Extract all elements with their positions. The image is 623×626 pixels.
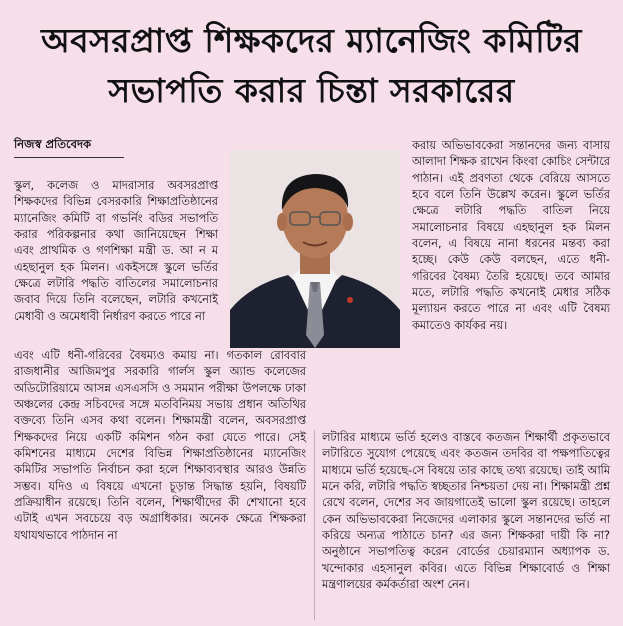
article-column-right-top — [412, 138, 610, 334]
article-column-left-bottom — [14, 348, 306, 544]
column-divider — [314, 430, 315, 620]
headline-line-2: সভাপতি করার চিন্তা সরকারের — [108, 71, 515, 110]
minister-photo — [230, 150, 400, 348]
article-paragraph: করায় অভিভাবকেরা সন্তানদের জন্য বাসায় আলাদা শিক্ষক রাখেন কিংবা কোচিং সেন্টারে পাঠান। এই প্রবণতা থেকে বেরিয়ে আসতে হবে বলে তিনি উল্লেখ করেন। স্কুলে ভর্তির ক্ষেত্রে লটারি পদ্ধতি বাতিল নিয়ে সমালোচনার বিষয়ে এহছানুল হক মিলন বলেন, এ বিষয়ে নানা ধরনের মন্তব্য করা হচ্ছে। কেউ কেউ বলছেন, এতে ধনী-গরিবের বৈষম্য তৈরি হয়েছে। তবে আমার মতে, লটারি পদ্ধতি কখনোই মেধার সঠিক মূল্যায়ন করতে পারে না এবং এটি বৈষম্য কমাতেও কার্যকর নয়। — [412, 139, 610, 332]
headline — [0, 0, 623, 132]
article-paragraph: লটারির মাধ্যমে ভর্তি হলেও বাস্তবে কতজন শিক্ষার্থী প্রকৃতভাবে লটারিতে সুযোগ পেয়েছে এবং কতজন তদবির বা পক্ষপাতিত্বের মাধ্যমে ভর্তি হয়েছে-সে বিষয়ে তার কাছে তথ্য রয়েছে। তাই আমি মনে করি, লটারি পদ্ধতি স্বচ্ছতার নিশ্চয়তা দেয় না। শিক্ষামন্ত্রী প্রশ্ন রেখে বলেন, দেশের সব জায়গাতেই ভালো স্কুল রয়েছে। তাহলে কেন অভিভাবকেরা নিজেদের এলাকার স্কুলে সন্তানদের ভর্তি না করিয়ে অন্যত্র পাঠাতে চান? এর জন্য শিক্ষকরা দায়ী কি না? অনুষ্ঠানে সভাপতিত্ব করেন বোর্ডের চেয়ারম্যান অধ্যাপক ড. খন্দোকার এহসানুল কবির। এতে বিভিন্ন শিক্ষাবোর্ড ও শিক্ষা মন্ত্রণালয়ের কর্মকর্তারা অংশ নেন। — [322, 431, 610, 592]
article-paragraph: স্কুল, কলেজ ও মাদরাসার অবসরপ্রাপ্ত শিক্ষকদের বিভিন্ন বেসরকারি শিক্ষাপ্রতিষ্ঠানের ম্যানেজিং কমিটি বা গভর্নিং বডির সভাপতি করার পরিকল্পনার কথা জানিয়েছেন শিক্ষা এবং প্রাথমিক ও গণশিক্ষা মন্ত্রী ড. আ ন ম এহছানুল হক মিলন। একইসঙ্গে স্কুলে ভর্তির ক্ষেত্রে লটারি পদ্ধতি বাতিলের সমালোচনার জবাব দিয়ে তিনি বলেছেন, লটারি কখনোই মেধাবী ও অমেধাবী নির্ধারণ করতে পারে না — [14, 179, 218, 323]
article-column-left-top — [14, 178, 218, 325]
person-portrait-image — [230, 150, 400, 348]
article-column-right-bottom — [322, 430, 610, 593]
headline-line-1: অবসরপ্রাপ্ত শিক্ষকদের ম্যানেজিং কমিটির — [41, 21, 582, 60]
article-paragraph: এবং এটি ধনী-গরিবের বৈষম্যও কমায় না। গতকাল রোববার রাজধানীর আজিমপুর সরকারি গার্লস স্কুল অ্যান্ড কলেজের অডিটোরিয়ামে আসন্ন এসএসসি ও সমমান পরীক্ষা উপলক্ষে ঢাকা অঞ্চলের কেন্দ্র সচিবদের সঙ্গে মতবিনিময় সভায় প্রধান অতিথির বক্তব্যে তিনি এসব কথা বলেন। শিক্ষামন্ত্রী বলেন, অবসরপ্রাপ্ত শিক্ষকদের নিয়ে একটি কমিশন গঠন করা যেতে পারে। সেই কমিশনের মাধ্যমে দেশের বিভিন্ন শিক্ষাপ্রতিষ্ঠানের ম্যানেজিং কমিটির সভাপতি নির্বাচন করা হলে শিক্ষাব্যবস্থার আরও উন্নতি সম্ভব। যদিও এ বিষয়ে এখনো চূড়ান্ত সিদ্ধান্ত হয়নি, বিষয়টি প্রক্রিয়াধীন রয়েছে। তিনি বলেন, শিক্ষার্থীদের কী শেখানো হবে এটাই এখন সবচেয়ে বড় অগ্রাধিকার। অনেক ক্ষেত্রে শিক্ষকরা যথাযথভাবে পাঠদান না — [14, 349, 306, 542]
byline: নিজস্ব প্রতিবেদক — [14, 136, 124, 158]
